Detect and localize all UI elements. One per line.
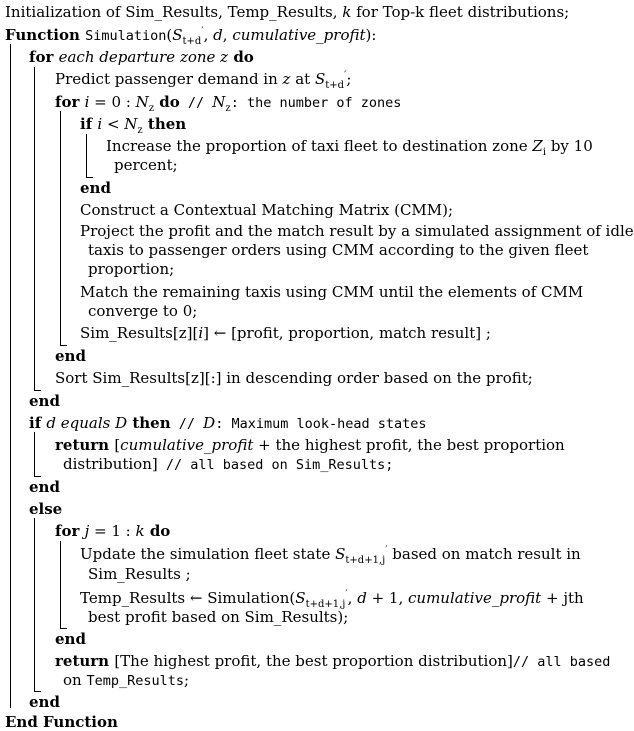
else-block-tick — [34, 691, 41, 692]
line-segment: t+d+1,j — [305, 599, 346, 610]
line-segment: , — [347, 589, 358, 607]
algorithm-line — [63, 671, 189, 690]
line-segment: t+d — [182, 36, 202, 47]
for-i-block-bar — [60, 111, 61, 345]
line-segment: for — [55, 522, 85, 540]
line-segment: d — [213, 26, 223, 44]
algorithm-line — [88, 608, 348, 626]
line-segment: end — [29, 693, 60, 711]
line-segment: do — [154, 93, 180, 111]
line-segment: Sim_Results[z][ — [80, 324, 199, 342]
line-segment: by 10 — [546, 137, 593, 155]
line-segment: at — [290, 70, 315, 88]
line-segment: z — [137, 125, 143, 136]
line-segment: ; — [346, 70, 352, 88]
algorithm-line — [55, 347, 86, 365]
line-segment: Predict passenger demand in — [55, 70, 283, 88]
else-block-bar — [34, 518, 35, 691]
line-segment: percent; — [114, 156, 178, 174]
line-segment: Construct a Contextual Matching Matrix (CMM); — [80, 201, 454, 219]
algorithm-line — [80, 179, 111, 197]
line-segment: z — [282, 70, 291, 88]
algorithm-line — [55, 369, 533, 387]
algorithm-line — [80, 589, 584, 610]
if-i-block-bar — [86, 134, 87, 177]
line-segment: Simulation — [85, 28, 167, 44]
line-segment: each departure zone z — [58, 48, 229, 66]
line-segment: z — [225, 103, 231, 114]
line-segment: cumulative_profit — [408, 589, 542, 607]
line-segment: S — [335, 545, 346, 563]
line-segment: on — [63, 671, 87, 689]
line-segment: end — [29, 392, 60, 410]
line-segment: Z — [532, 137, 543, 155]
algorithm-line — [80, 222, 634, 240]
line-segment: ( — [166, 26, 173, 44]
line-segment: then — [127, 414, 171, 432]
line-segment: Sim_Results ; — [88, 565, 191, 583]
line-segment: for — [55, 93, 85, 111]
line-segment: best profit based on Sim_Results); — [88, 608, 349, 626]
line-segment: ; — [184, 671, 190, 689]
line-segment: : the number of zones — [230, 95, 402, 111]
line-segment: do — [144, 522, 171, 540]
line-segment: + the highest profit, the best proportion — [253, 436, 565, 454]
algorithm-line — [114, 156, 178, 174]
line-segment: [ — [114, 436, 121, 454]
function-block-bar — [10, 44, 11, 708]
algorithm-line — [55, 436, 565, 454]
algorithm-line — [106, 137, 593, 158]
algorithm-line — [55, 93, 401, 112]
line-segment: for — [29, 48, 59, 66]
line-segment: do — [228, 48, 254, 66]
line-segment: end — [29, 478, 60, 496]
line-segment: end — [55, 347, 86, 365]
line-segment: based on match result in — [387, 545, 581, 563]
for-zone-block-tick — [34, 390, 41, 391]
line-segment: // all based — [512, 654, 611, 670]
line-segment: i — [198, 324, 204, 342]
line-segment: , — [222, 26, 233, 44]
line-segment: = 0 : — [89, 93, 136, 111]
algorithm-line — [29, 693, 60, 711]
line-segment: ′ — [201, 26, 204, 37]
line-segment: i — [542, 147, 547, 158]
algorithm-line — [5, 26, 376, 45]
algorithm-line — [88, 260, 174, 278]
line-segment: taxis to passenger orders using CMM according to the given fleet — [88, 241, 589, 259]
line-segment: t+d — [325, 80, 345, 91]
line-segment: z — [148, 103, 155, 114]
line-segment: cumulative_profit — [232, 26, 366, 44]
for-zone-block-bar — [34, 67, 35, 390]
line-segment: N — [135, 93, 149, 111]
line-segment: i — [84, 93, 90, 111]
line-segment: proportion; — [88, 260, 175, 278]
algorithm-line — [55, 630, 86, 648]
algorithm-line — [80, 201, 453, 219]
line-segment: S — [172, 26, 183, 44]
line-segment: Temp_Results ← Simulation( — [80, 589, 296, 607]
if-i-block-tick — [86, 177, 93, 178]
line-segment: Update the simulation fleet state — [80, 545, 336, 563]
line-segment: if — [80, 115, 98, 133]
algorithm-line — [29, 392, 60, 410]
line-segment: N — [212, 93, 226, 111]
line-segment: k — [342, 3, 352, 21]
algorithm-line — [5, 3, 569, 21]
algorithm-line — [88, 241, 588, 259]
line-segment: end — [55, 630, 86, 648]
line-segment: d — [357, 589, 367, 607]
line-segment: ′ — [345, 589, 348, 600]
line-segment: j — [84, 522, 90, 540]
algorithm-line — [29, 500, 62, 518]
line-segment: // all based on Sim_Results; — [157, 457, 394, 473]
line-segment: + jth — [541, 589, 584, 607]
if-d-block-bar — [34, 432, 35, 476]
line-segment: [The highest profit, the best proportion distribution] — [114, 652, 513, 670]
algorithm-line — [29, 414, 427, 433]
line-segment: + 1, — [366, 589, 409, 607]
algorithm-line — [80, 283, 583, 301]
line-segment: Initialization of Sim_Results, Temp_Results, — [5, 3, 343, 21]
line-segment: S — [314, 70, 326, 88]
line-segment: k — [135, 522, 145, 540]
line-segment: i — [97, 115, 103, 133]
line-segment: for Top-k fleet distributions; — [351, 3, 570, 21]
line-segment: N — [124, 115, 138, 133]
line-segment: converge to 0; — [88, 302, 198, 320]
for-j-block-tick — [60, 628, 67, 629]
line-segment: ] ← [profit, proportion, match result] ; — [203, 324, 491, 342]
line-segment: d equals D — [46, 414, 128, 432]
line-segment: End Function — [5, 713, 118, 731]
line-segment: Function — [5, 26, 86, 44]
line-segment: D — [203, 414, 216, 432]
algorithm-line — [55, 70, 352, 91]
line-segment: S — [295, 589, 306, 607]
line-segment: return — [55, 652, 115, 670]
line-segment: Sort Sim_Results[z][:] in descending order based on the profit; — [55, 369, 533, 387]
algorithm-line — [63, 455, 393, 474]
line-segment: // — [179, 95, 213, 111]
line-segment: end — [80, 179, 111, 197]
line-segment: ′ — [385, 545, 388, 556]
line-segment: else — [29, 500, 63, 518]
for-i-block-tick — [60, 345, 67, 346]
algorithm-line — [5, 713, 118, 731]
line-segment: , — [203, 26, 214, 44]
line-segment: // — [170, 416, 204, 432]
line-segment: t+d+1,j — [345, 555, 386, 566]
algorithm-line — [88, 302, 197, 320]
algorithm-line — [55, 652, 610, 671]
line-segment: Match the remaining taxis using CMM until the elements of CMM — [80, 283, 584, 301]
line-segment: < — [102, 115, 125, 133]
line-segment: if — [29, 414, 47, 432]
line-segment: cumulative_profit — [120, 436, 254, 454]
line-segment: distribution] — [63, 455, 158, 473]
line-segment: Increase the proportion of taxi fleet to destination zone — [106, 137, 533, 155]
line-segment: ′ — [344, 70, 347, 81]
line-segment: : Maximum look-head states — [215, 416, 427, 432]
line-segment: Project the profit and the match result by a simulated assignment of idle — [80, 222, 634, 240]
line-segment: ): — [365, 26, 377, 44]
if-d-block-tick — [34, 476, 41, 477]
line-segment: then — [142, 115, 187, 133]
line-segment: = 1 : — [89, 522, 136, 540]
algorithm-line — [80, 115, 187, 136]
algorithm-line — [29, 48, 254, 66]
for-j-block-bar — [60, 541, 61, 628]
algorithm-line — [29, 478, 60, 496]
algorithm-line — [80, 545, 581, 566]
algorithm-line — [55, 522, 170, 540]
algorithm-line — [88, 565, 191, 583]
line-segment: return — [55, 436, 115, 454]
line-segment: Temp_Results — [86, 673, 185, 689]
algorithm-line — [80, 324, 491, 342]
